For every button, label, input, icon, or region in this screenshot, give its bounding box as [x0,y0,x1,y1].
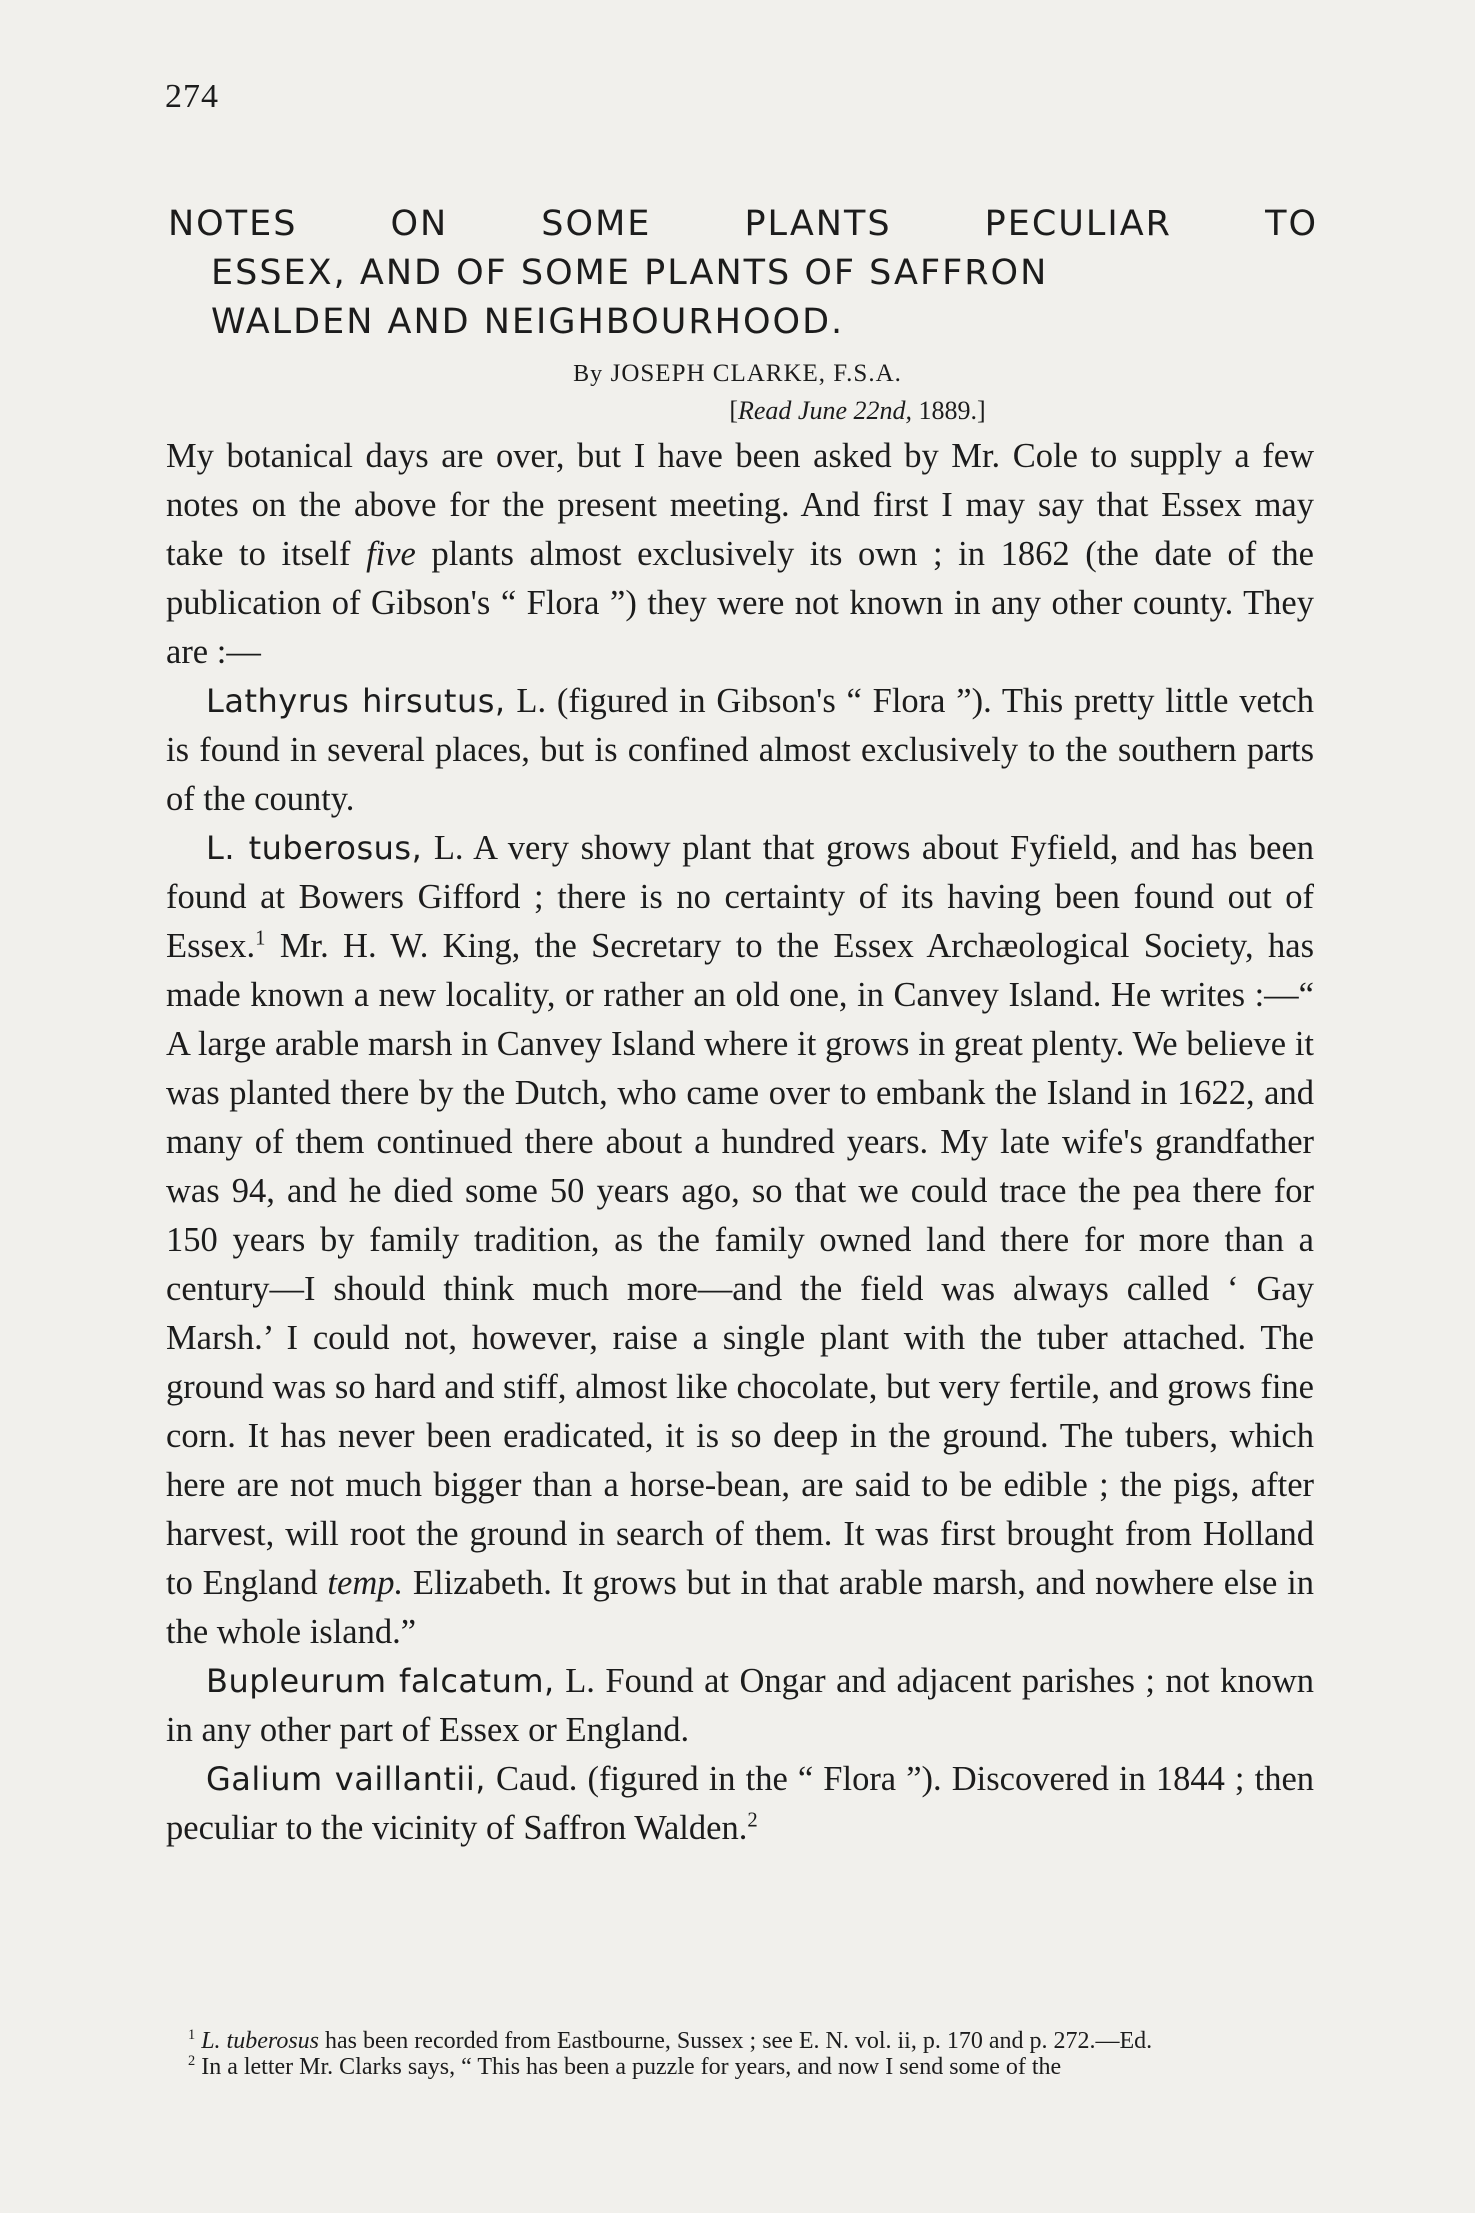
read-date-year: 1889.] [912,396,986,425]
intro-emphasis: five [366,535,416,573]
page-number: 274 [165,78,219,115]
intro-text: My botanical days are over, but I have been asked by Mr. Cole to supply a few notes on the above for the present meeting. And first I may say that Essex may take to itself [166,437,1314,573]
footnote-text: has been recorded from Eastbourne, Sussex ; see E. N. vol. ii, p. 170 and p. 272.—Ed. [319,2028,1153,2054]
entry-lathyrus-hirsutus [166,677,1314,824]
article-body [166,432,1314,1853]
title-line-2: ESSEX, AND OF SOME PLANTS OF SAFFRON [211,253,1049,293]
read-date-open: [ [729,396,738,425]
entry-text-end: Elizabeth. It grows but in that arable marsh, and nowhere else in the whole island.” [166,1564,1314,1651]
title-line-3: WALDEN AND NEIGHBOURHOOD. [211,302,845,342]
footnote-1 [166,2028,1314,2054]
footnote-text: In a letter Mr. Clarks says, “ This has been a puzzle for years, and now I send some of the [195,2054,1062,2080]
species-name: L. tuberosus, [206,829,423,867]
entry-text: Caud. (figured in the “ Flora ”). Discovered in 1844 ; then peculiar to the vicinity of Saffron Walden. [166,1760,1315,1847]
entry-galium-vaillantii [166,1755,1314,1853]
entry-text: L. (figured in Gibson's “ Flora ”). This pretty little vetch is found in several places, but is confined almost exclusively to the southern parts of the county. [166,682,1314,818]
byline [0,358,1475,388]
entry-l-tuberosus [166,824,1314,1657]
species-name: Galium vaillantii, [206,1760,486,1798]
footnote-emphasis: L. tuberosus [201,2028,319,2054]
read-date [0,396,1475,426]
entry-bupleurum-falcatum [166,1657,1314,1755]
article-title [168,200,1318,347]
intro-paragraph [166,432,1314,677]
byline-by: By [573,361,604,387]
footnote-2 [166,2054,1314,2080]
title-line-1: NOTES ON SOME PLANTS PECULIAR TO [168,204,1318,244]
footnote-ref-1[interactable]: 1 [255,927,266,950]
footnote-ref-2[interactable]: 2 [747,1809,758,1832]
intro-text-continued: plants almost exclusively its own ; in 1862 (the date of the publication of Gibson's “ Flora ”) they were not known in any other county. They are :— [166,535,1314,671]
footnote-mark: 2 [188,2053,196,2069]
species-name: Lathyrus hirsutus, [206,682,506,720]
footnote-mark: 1 [188,2027,196,2043]
entry-text-quote: Mr. H. W. King, the Secretary to the Essex Archæological Society, has made known a new locality, or rather an old one, in Canvey Island. He writes :—“ A large arable marsh in Canvey Island where it grows in great plenty. We believe it was planted there by the Dutch, who came over to embank the Island in 1622, and many of them continued there about a hundred years. My late wife's grandfather was 94, and he died some 50 years ago, so that we could trace the pea there for 150 years by family tradition, as the family owned land there for more than a century—I should think much more—and the field was always called ‘ Gay Marsh.’ I could not, however, raise a single plant with the tuber attached. The ground was so hard and stiff, almost like chocolate, but very fertile, and grows fine corn. It has never been eradicated, it is so deep in the ground. The tubers, which here are not much bigger than a horse-bean, are said to be edible ; the pigs, after harvest, will root the ground in search of them. It was first brought from Holland to England [166,927,1314,1602]
entry-emphasis: temp. [327,1564,404,1602]
entry-text: L. Found at Ongar and adjacent parishes ; not known in any other part of Essex or England. [166,1662,1315,1749]
species-name: Bupleurum falcatum, [206,1662,555,1700]
entry-text: L. A very showy plant that grows about Fyfield, and has been found at Bowers Gifford ; there is no certainty of its having been found out of Essex. [166,829,1315,965]
author-name: JOSEPH CLARKE, F.S.A. [610,360,902,387]
read-date-label: Read June 22nd, [737,396,912,425]
footnotes [166,2028,1314,2080]
